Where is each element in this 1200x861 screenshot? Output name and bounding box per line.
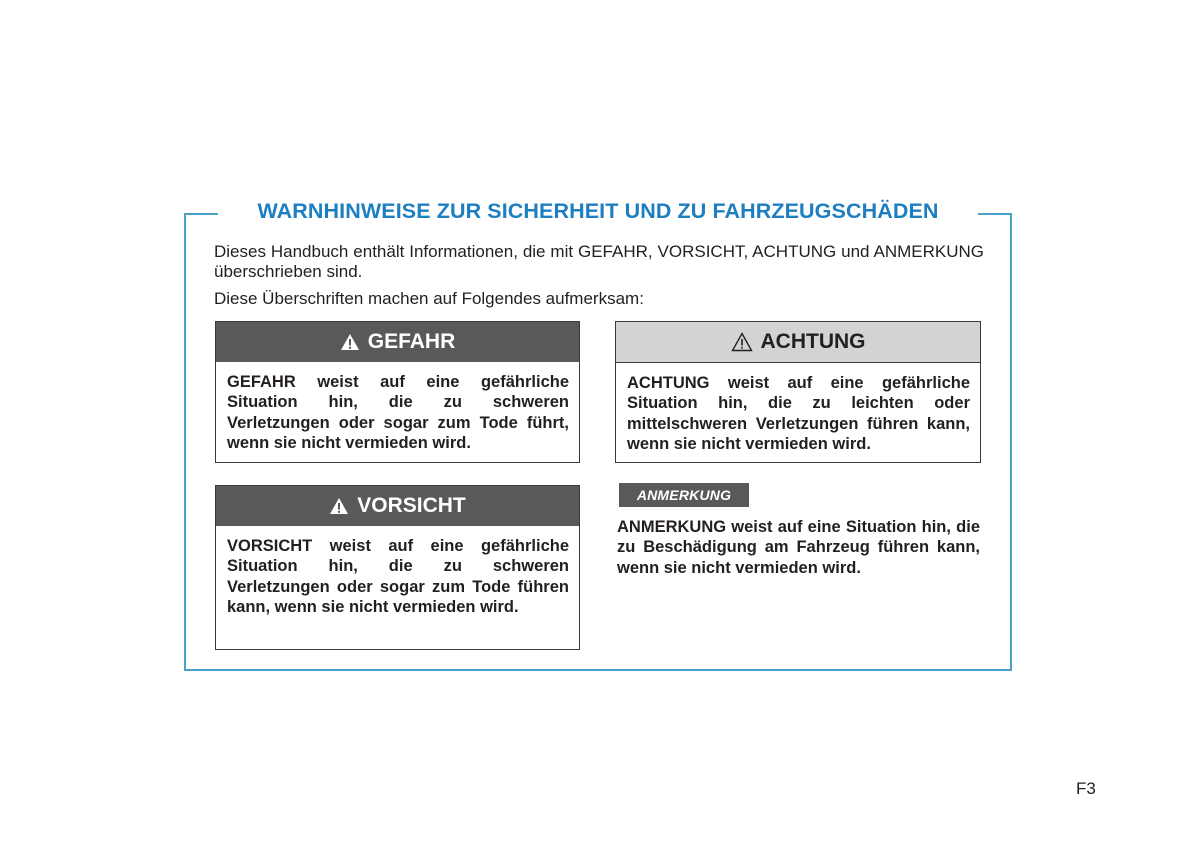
vorsicht-heading: VORSICHT <box>357 494 466 517</box>
anmerkung-text: ANMERKUNG weist auf eine Situation hin, die zu Beschädigung am Fahrzeug führen kann, wenn sie nicht vermieden wird. <box>617 518 980 577</box>
gefahr-heading: GEFAHR <box>367 330 456 353</box>
gefahr-header <box>216 322 579 362</box>
warning-triangle-icon <box>329 497 349 515</box>
intro-paragraph: Dieses Handbuch enthält Informationen, die mit GEFAHR, VORSICHT, ACHTUNG und ANMERKUNG überschrieben sind. <box>214 242 984 281</box>
vorsicht-header <box>216 486 579 526</box>
anmerkung-badge: ANMERKUNG <box>619 483 749 507</box>
warning-triangle-icon <box>340 333 360 351</box>
achtung-header <box>616 322 980 363</box>
vorsicht-box <box>215 485 580 650</box>
intro-sentence: Diese Überschriften machen auf Folgendes aufmerksam: <box>214 289 644 308</box>
gefahr-box <box>215 321 580 463</box>
gefahr-text: GEFAHR weist auf eine gefährliche Situation hin, die zu schweren Verletzungen oder sogar zum Tode führt, wenn sie nicht vermieden wird. <box>227 373 569 452</box>
warning-triangle-outline-icon <box>731 332 753 352</box>
achtung-box <box>615 321 981 463</box>
achtung-text: ACHTUNG weist auf eine gefährliche Situation hin, die zu leichten oder mittelschweren Verletzungen führen kann, wenn sie nicht vermieden wird. <box>627 374 970 453</box>
achtung-heading: ACHTUNG <box>760 330 866 353</box>
section-title: WARNHINWEISE ZUR SICHERHEIT UND ZU FAHRZEUGSCHÄDEN <box>257 199 939 223</box>
vorsicht-text: VORSICHT weist auf eine gefährliche Situation hin, die zu schweren Verletzungen oder sogar zum Tode führen kann, wenn sie nicht vermieden wird. <box>227 537 569 616</box>
page-number: F3 <box>1076 779 1096 798</box>
